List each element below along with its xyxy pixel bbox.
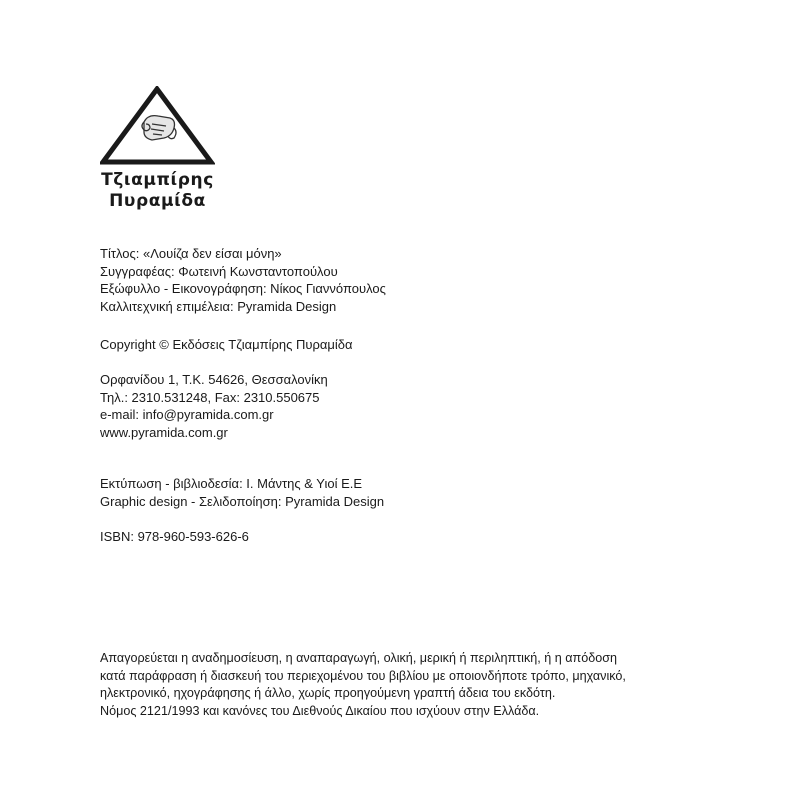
publisher-logo-name (100, 170, 215, 212)
address-website: www.pyramida.com.gr (100, 424, 228, 440)
address-email: e-mail: info@pyramida.com.gr (100, 407, 274, 422)
graphic-design-layout: Graphic design - Σελιδοποίηση: Pyramida Design (100, 493, 385, 509)
legal-notice (100, 650, 626, 720)
credit-art-direction: Καλλιτεχνική επιμέλεια: Pyramida Design (100, 298, 337, 314)
isbn-line: ISBN: 978-960-593-626-6 (100, 529, 249, 544)
credit-cover-illustration: Εξώφυλλο - Εικονογράφηση: Νίκος Γιαννόπουλος (100, 281, 386, 296)
publisher-logo-name-line2: Πυραμίδα (109, 191, 206, 211)
legal-notice-line: κατά παράφραση ή διασκευή του περιεχομένου του βιβλίου με οποιονδήποτε τρόπο, μηχανικό, (100, 668, 626, 683)
pyramid-logo-icon (100, 86, 215, 166)
publisher-logo-name-line1: Τζιαμπίρης (101, 170, 214, 190)
legal-notice-line: Απαγορεύεται η αναδημοσίευση, η αναπαραγωγή, ολική, μερική ή περιληπτική, ή η απόδοση (100, 651, 618, 665)
credits-block (100, 245, 386, 315)
credit-author: Συγγραφέας: Φωτεινή Κωνσταντοπούλου (100, 263, 338, 279)
scroll-icon (142, 116, 176, 140)
publisher-logo (100, 86, 215, 212)
address-phone-fax: Τηλ.: 2310.531248, Fax: 2310.550675 (100, 389, 320, 405)
address-block (100, 371, 328, 441)
printing-block (100, 475, 384, 510)
credit-title: Τίτλος: «Λουίζα δεν είσαι μόνη» (100, 246, 282, 261)
legal-notice-line: ηλεκτρονικό, ηχογράφησης ή άλλο, χωρίς προηγούμενη γραπτή άδεια του εκδότη. (100, 686, 556, 700)
legal-notice-line: Νόμος 2121/1993 και κανόνες του Διεθνούς Δικαίου που ισχύουν στην Ελλάδα. (100, 703, 540, 718)
printing-binding: Εκτύπωση - βιβλιοδεσία: Ι. Μάντης & Υιοί Ε.Ε (100, 476, 363, 491)
copyright-line: Copyright © Εκδόσεις Τζιαμπίρης Πυραμίδα (100, 337, 353, 352)
address-street: Ορφανίδου 1, Τ.Κ. 54626, Θεσσαλονίκη (100, 372, 328, 387)
